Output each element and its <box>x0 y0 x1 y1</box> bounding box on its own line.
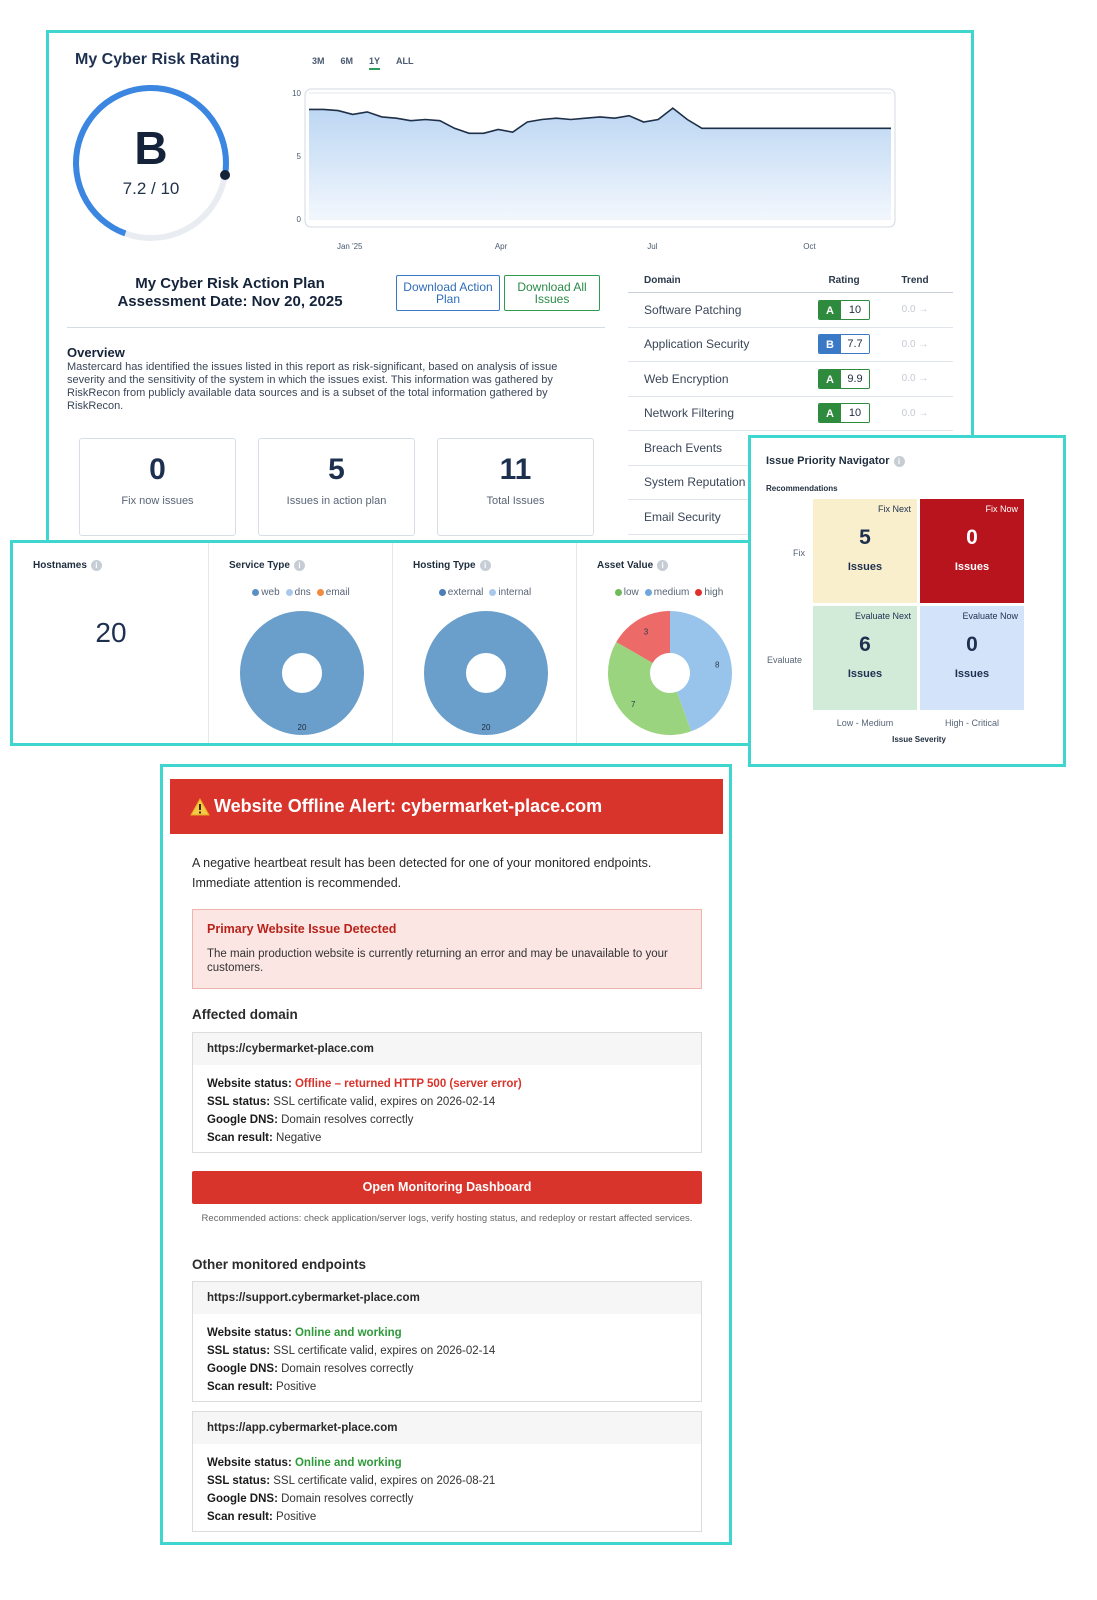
hostnames-title <box>33 560 102 571</box>
overview-text: Mastercard has identified the issues listed in this report as risk-significant, based on analysis of issue severity and the sensitivity of the system in which the issues exist. This information was gathered by RiskRecon from publicly available data sources and is a subset of the total information gathered by RiskRecon. <box>67 361 558 412</box>
dns-label: Google DNS: <box>207 1363 278 1375</box>
ssl-label: SSL status: <box>207 1475 271 1487</box>
legend-item[interactable] <box>645 587 690 598</box>
x-tick-label: Apr <box>494 242 508 251</box>
hosting-type-donut <box>418 605 554 741</box>
endpoint-card <box>192 1281 702 1402</box>
slice-value-label: 3 <box>643 627 649 637</box>
domain-rating <box>808 300 880 320</box>
domain-name: Email Security <box>644 509 721 524</box>
y-tick-label: 5 <box>296 152 301 161</box>
dns-line <box>207 1490 687 1508</box>
legend-swatch <box>317 589 324 596</box>
status-label: Website status: <box>207 1078 292 1090</box>
open-monitoring-dashboard-button[interactable]: Open Monitoring Dashboard <box>192 1171 702 1204</box>
legend-label: medium <box>653 587 690 598</box>
domain-name: Software Patching <box>644 302 742 317</box>
stat-fix-now[interactable] <box>79 438 236 536</box>
asset-value-donut <box>602 605 738 741</box>
legend-label: low <box>623 587 639 598</box>
hosting-type-section <box>393 543 577 743</box>
slice-value-label: 7 <box>631 699 636 709</box>
affected-domain-heading: Affected domain <box>192 1007 298 1022</box>
rating-value: 7.7 <box>841 335 869 353</box>
hostnames-label: Hostnames <box>33 560 87 571</box>
recommended-actions-note: Recommended actions: check application/server logs, verify hosting status, and redeploy or restart affected services. <box>201 1213 693 1224</box>
domain-rating <box>808 369 880 389</box>
scan-label: Scan result: <box>207 1132 273 1144</box>
status-value: Online and working <box>294 1327 402 1339</box>
ssl-label: SSL status: <box>207 1345 271 1357</box>
domain-row[interactable] <box>628 397 953 432</box>
header-trend: Trend <box>901 275 929 286</box>
cell-fix-now[interactable] <box>920 499 1024 603</box>
domain-name: System Reputation <box>644 475 746 490</box>
legend-item[interactable] <box>317 587 350 598</box>
endpoint-url[interactable]: https://cybermarket-place.com <box>193 1033 701 1065</box>
dns-value: Domain resolves correctly <box>281 1363 414 1375</box>
stat-action-plan[interactable] <box>258 438 415 536</box>
dns-line <box>207 1360 687 1378</box>
status-value: Offline – returned HTTP 500 (server error) <box>294 1078 522 1090</box>
cell-heading: Evaluate Now <box>962 611 1018 621</box>
ssl-status-line <box>207 1472 687 1490</box>
donut-value-label: 20 <box>481 723 491 732</box>
cell-heading: Fix Now <box>985 504 1018 514</box>
website-status-line <box>207 1324 687 1342</box>
rating-grade: B <box>134 122 168 174</box>
endpoint-details <box>193 1314 701 1396</box>
download-action-plan-button[interactable]: Download Action Plan <box>396 275 500 311</box>
dns-value: Domain resolves correctly <box>281 1114 414 1126</box>
dns-label: Google DNS: <box>207 1493 278 1505</box>
issue-description: The main production website is currently returning an error and may be unavailable to your customers. <box>207 948 668 974</box>
domain-row[interactable] <box>628 362 953 397</box>
range-6m[interactable]: 6M <box>340 56 354 66</box>
legend-item[interactable] <box>286 587 311 598</box>
x-tick-label: Jul <box>647 242 658 251</box>
website-status-line <box>207 1075 687 1093</box>
ssl-value: SSL certificate valid, expires on 2026-02-14 <box>273 1345 496 1357</box>
service-type-title <box>229 560 305 571</box>
endpoint-details <box>193 1065 701 1147</box>
domain-table-header <box>628 275 953 293</box>
other-endpoints-heading: Other monitored endpoints <box>192 1257 366 1272</box>
rating-letter: B <box>819 335 841 353</box>
y-tick-label: 10 <box>292 89 301 98</box>
warning-icon <box>190 798 210 816</box>
legend-swatch <box>615 589 622 596</box>
legend-label: internal <box>498 587 532 598</box>
rating-value: 10 <box>841 301 869 319</box>
header-rating: Rating <box>828 275 860 286</box>
cell-evaluate-next[interactable] <box>813 606 917 710</box>
donut-value-label: 20 <box>297 723 307 732</box>
scan-label: Scan result: <box>207 1381 273 1393</box>
action-plan-title: My Cyber Risk Action Plan <box>135 275 325 292</box>
range-1y[interactable]: 1Y <box>369 56 380 70</box>
scan-value: Positive <box>276 1381 317 1393</box>
info-icon[interactable]: i <box>894 456 905 467</box>
ssl-status-line <box>207 1342 687 1360</box>
stat-label: Issues in action plan <box>286 495 387 507</box>
scan-result-line <box>207 1129 687 1147</box>
legend-item[interactable] <box>489 587 531 598</box>
domain-trend: 0.0 → <box>901 338 929 350</box>
legend-item[interactable] <box>439 587 484 598</box>
cell-label: Issues <box>954 561 990 573</box>
range-all[interactable]: ALL <box>396 56 414 66</box>
issue-priority-navigator-panel <box>748 435 1066 767</box>
alert-intro: A negative heartbeat result has been detected for one of your monitored endpoints. Immediate attention is recommended. <box>192 856 652 890</box>
issue-title: Primary Website Issue Detected <box>207 922 397 936</box>
slice-value-label: 8 <box>715 660 720 670</box>
rating-badge <box>818 369 870 389</box>
alert-title: Website Offline Alert: cybermarket-place.com <box>214 796 603 816</box>
rating-score: 7.2 / 10 <box>122 179 180 198</box>
asset-value-label: Asset Value <box>597 560 654 571</box>
navigator-title-text: Issue Priority Navigator <box>766 455 890 467</box>
service-type-donut <box>234 605 370 741</box>
stat-total-issues[interactable] <box>437 438 594 536</box>
divider <box>67 327 605 328</box>
range-selector <box>312 56 414 70</box>
domain-name: Web Encryption <box>644 371 729 386</box>
domain-rating <box>808 403 880 423</box>
overview-title: Overview <box>67 345 125 360</box>
action-plan-heading <box>105 275 355 311</box>
cell-label: Issues <box>847 668 883 680</box>
legend-swatch <box>645 589 652 596</box>
y-tick-label: 0 <box>296 215 301 224</box>
domain-name: Breach Events <box>644 440 723 455</box>
rating-badge <box>818 403 870 423</box>
cell-count: 0 <box>966 526 978 549</box>
asset-value-legend <box>577 587 761 598</box>
service-type-legend <box>209 587 393 598</box>
area-fill <box>309 108 891 219</box>
navigator-title <box>766 455 905 467</box>
domain-name: Application Security <box>644 337 750 352</box>
legend-swatch <box>489 589 496 596</box>
hostnames-count: 20 <box>95 617 127 648</box>
legend-swatch <box>286 589 293 596</box>
status-value: Online and working <box>294 1457 402 1469</box>
affected-endpoint-card <box>192 1032 702 1153</box>
rating-letter: A <box>819 370 841 388</box>
endpoint-details <box>193 1444 701 1526</box>
rating-title: My Cyber Risk Rating <box>75 51 240 68</box>
dns-label: Google DNS: <box>207 1114 278 1126</box>
cell-fix-next[interactable] <box>813 499 917 603</box>
legend-label: email <box>325 587 350 598</box>
x-tick-label: Jan '25 <box>336 242 363 251</box>
domain-trend: 0.0 → <box>901 304 929 316</box>
ssl-value: SSL certificate valid, expires on 2026-08-21 <box>273 1475 496 1487</box>
recommendations-label: Recommendations <box>766 484 838 493</box>
cell-evaluate-now[interactable] <box>920 606 1024 710</box>
hosting-type-legend <box>393 587 577 598</box>
ssl-label: SSL status: <box>207 1096 271 1108</box>
domain-rating <box>808 334 880 354</box>
dns-line <box>207 1111 687 1129</box>
legend-item[interactable] <box>695 587 723 598</box>
asset-value-title <box>597 560 668 571</box>
hosting-type-title <box>413 560 491 571</box>
domain-name: Network Filtering <box>644 406 735 421</box>
domain-row[interactable] <box>628 293 953 328</box>
rating-value: 9.9 <box>841 370 869 388</box>
scan-value: Negative <box>276 1132 322 1144</box>
stat-value: 11 <box>499 453 532 486</box>
endpoint-card <box>192 1411 702 1532</box>
scan-value: Positive <box>276 1511 317 1523</box>
scan-result-line <box>207 1378 687 1396</box>
legend-swatch <box>695 589 702 596</box>
domain-row[interactable] <box>628 328 953 363</box>
legend-item[interactable] <box>615 587 639 598</box>
legend-label: high <box>704 587 724 598</box>
stat-value: 0 <box>149 453 166 486</box>
legend-item[interactable] <box>252 587 279 598</box>
severity-axis-label: Issue Severity <box>892 735 946 744</box>
cell-count: 5 <box>859 526 871 549</box>
alert-header <box>170 779 723 834</box>
legend-label: dns <box>294 587 311 598</box>
x-tick-label: Oct <box>803 242 816 251</box>
cell-heading: Evaluate Next <box>854 611 911 621</box>
scan-label: Scan result: <box>207 1511 273 1523</box>
row-label-evaluate: Evaluate <box>767 655 803 665</box>
rating-letter: A <box>819 301 841 319</box>
host-stats-panel <box>10 540 756 746</box>
issue-callout <box>192 909 702 989</box>
info-icon[interactable]: i <box>480 560 491 571</box>
stat-label: Total Issues <box>486 495 545 507</box>
asset-value-section <box>577 543 761 743</box>
domain-trend: 0.0 → <box>901 407 929 419</box>
endpoint-url[interactable]: https://support.cybermarket-place.com <box>193 1282 701 1314</box>
legend-label: external <box>447 587 484 598</box>
ssl-value: SSL certificate valid, expires on 2026-02-14 <box>273 1096 496 1108</box>
scan-result-line <box>207 1508 687 1526</box>
rating-badge <box>818 300 870 320</box>
legend-swatch <box>252 589 259 596</box>
service-type-section <box>209 543 393 743</box>
assessment-date: Assessment Date: Nov 20, 2025 <box>117 293 343 310</box>
donut-slice-external[interactable] <box>445 632 527 714</box>
info-icon[interactable]: i <box>294 560 305 571</box>
rating-trend-chart <box>279 77 909 257</box>
cell-heading: Fix Next <box>877 504 911 514</box>
cell-label: Issues <box>954 668 990 680</box>
info-icon[interactable]: i <box>91 560 102 571</box>
dns-value: Domain resolves correctly <box>281 1493 414 1505</box>
stat-label: Fix now issues <box>121 495 194 507</box>
rating-badge <box>818 334 870 354</box>
website-offline-alert-panel <box>160 764 732 1545</box>
severity-high-label: High - Critical <box>944 718 999 728</box>
info-icon[interactable]: i <box>657 560 668 571</box>
range-3m[interactable]: 3M <box>312 56 325 66</box>
header-domain: Domain <box>644 275 681 286</box>
ssl-status-line <box>207 1093 687 1111</box>
stat-value: 5 <box>328 453 345 486</box>
cell-count: 0 <box>966 633 978 656</box>
hostnames-section <box>13 543 209 743</box>
download-all-issues-button[interactable]: Download All Issues <box>504 275 600 311</box>
cell-count: 6 <box>859 633 871 656</box>
rating-value: 10 <box>841 404 869 422</box>
severity-low-label: Low - Medium <box>836 718 894 728</box>
rating-letter: A <box>819 404 841 422</box>
cell-label: Issues <box>847 561 883 573</box>
row-label-fix: Fix <box>793 548 805 558</box>
endpoint-url[interactable]: https://app.cybermarket-place.com <box>193 1412 701 1444</box>
status-label: Website status: <box>207 1327 292 1339</box>
status-label: Website status: <box>207 1457 292 1469</box>
website-status-line <box>207 1454 687 1472</box>
domain-trend: 0.0 → <box>901 373 929 385</box>
legend-label: web <box>261 587 280 598</box>
legend-swatch <box>439 589 446 596</box>
hosting-type-label: Hosting Type <box>413 560 476 571</box>
donut-slice-web[interactable] <box>261 632 343 714</box>
service-type-label: Service Type <box>229 560 290 571</box>
